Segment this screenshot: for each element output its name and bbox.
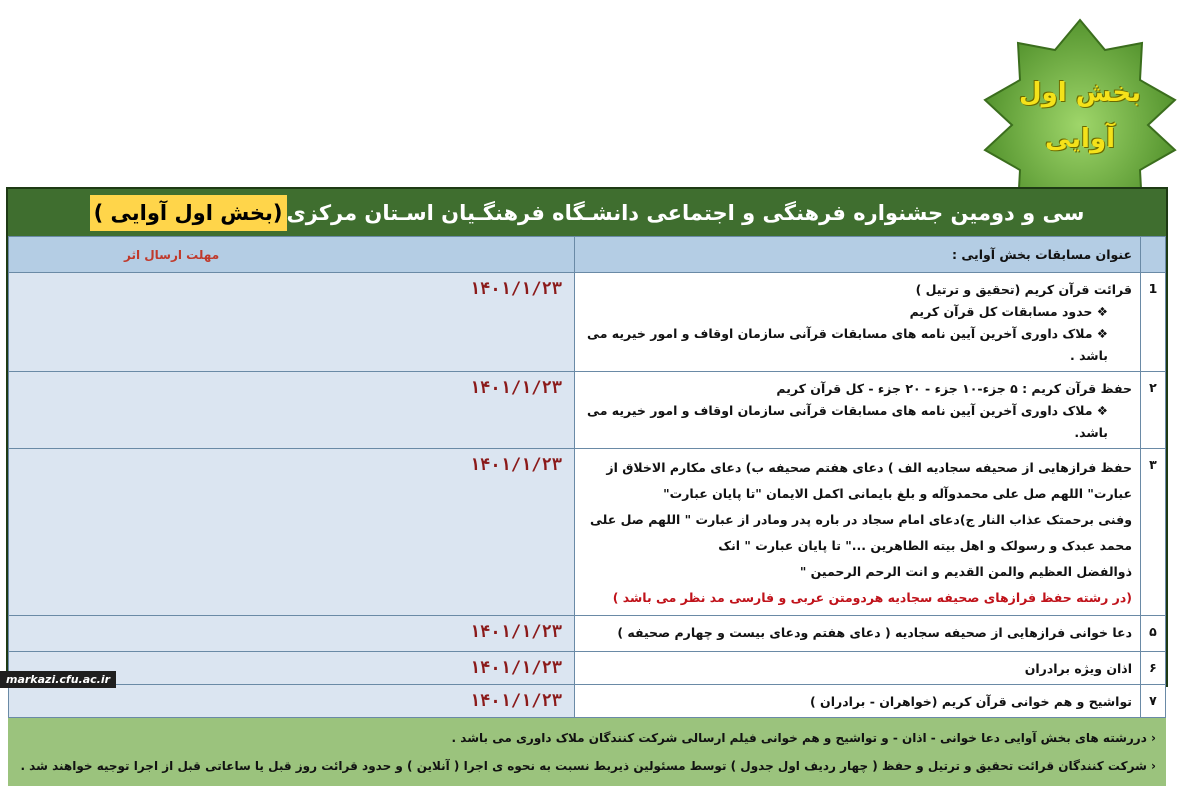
row-deadline: ۱۴۰۱/۱/۲۳: [9, 273, 575, 372]
row-text-line: ذوالفضل العظیم والمن القدیم و انت الرحم الرحمین ": [799, 564, 1132, 579]
row-number: ۷: [1141, 685, 1166, 718]
table-row: [9, 449, 1166, 616]
footer-note: شرکت کنندگان قرائت تحقیق و ترتیل و حفظ ( چهار ردیف اول جدول ) توسط مسئولین ذیربط نسبت به نحوه ی اجرا ( آنلاین ) و حدود قرائت روز قبل یا ساعاتی قبل از اجرا توجیه خواهند شد .: [20, 759, 1147, 773]
footer-note: دررشته های بخش آوایی دعا خوانی - اذان - و تواشیح و هم خوانی فیلم ارسالی شرکت کنندگان ملاک داوری می باشد .: [451, 731, 1147, 745]
title-bar: [8, 189, 1166, 236]
row-title: حفظ قرآن کریم : ۵ جزء-۱۰ جزء - ۲۰ جزء - کل قرآن کریم: [776, 381, 1132, 396]
row-deadline: ۱۴۰۱/۱/۲۳: [9, 685, 575, 718]
row-text-line: حفظ فرازهایی از صحیفه سجادیه الف ) دعای هفتم صحیفه ب) دعای مکارم الاخلاق از عبارت" اللهم صل علی محمدوآله و بلغ بایمانی اکمل الایمان "تا پایان عبارت": [606, 460, 1132, 501]
row-number: ۲: [1141, 372, 1166, 449]
row-note: (در رشته حفظ فرازهای صحیفه سجادیه هردومتن عربی و فارسی مد نظر می باشد ): [612, 590, 1132, 605]
row-deadline: ۱۴۰۱/۱/۲۳: [9, 652, 575, 685]
row-bullet: ملاک داوری آخرین آیین نامه های مسابقات قرآنی سازمان اوقاف و امور خیریه می باشد .: [587, 326, 1108, 363]
page-title: سی و دومین جشنواره فرهنگی و اجتماعی دانشـگاه فرهنگـیان اسـتان مرکزی: [286, 200, 1085, 225]
row-title: دعا خوانی فرازهایی از صحیفه سجادیه ( دعای هفتم ودعای بیست و چهارم صحیفه ): [575, 616, 1141, 652]
row-bullet: حدود مسابقات کل قرآن کریم: [909, 304, 1093, 319]
diamond-bullet-icon: ❖: [1092, 326, 1108, 341]
diamond-bullet-icon: ❖: [1092, 403, 1108, 418]
row-bullet: ملاک داوری آخرین آیین نامه های مسابقات قرآنی سازمان اوقاف و امور خیریه می باشد.: [587, 403, 1108, 440]
row-number: 1: [1141, 273, 1166, 372]
table-row: [9, 273, 1166, 372]
row-deadline: ۱۴۰۱/۱/۲۳: [9, 372, 575, 449]
table-row: [9, 616, 1166, 652]
row-title: قرائت قرآن کریم (تحقیق و ترتیل ): [915, 282, 1132, 297]
row-deadline: ۱۴۰۱/۱/۲۳: [9, 616, 575, 652]
competitions-table: [8, 236, 1166, 718]
row-title: اذان ویژه برادران: [575, 652, 1141, 685]
header-competitions: عنوان مسابقات بخش آوایی :: [575, 237, 1141, 273]
footer-notes: [8, 718, 1166, 786]
row-title: تواشیح و هم خوانی قرآن کریم (خواهران - برادران ): [575, 685, 1141, 718]
arrow-bullet-icon: ‹: [1146, 731, 1156, 745]
row-number: ۶: [1141, 652, 1166, 685]
diamond-bullet-icon: ❖: [1092, 304, 1108, 319]
header-deadline: مهلت ارسال اثر: [9, 237, 575, 273]
arrow-bullet-icon: ‹: [1146, 759, 1156, 773]
row-deadline: ۱۴۰۱/۱/۲۳: [9, 449, 575, 616]
badge-line1: بخش اول: [1019, 78, 1141, 108]
badge-text: [1000, 70, 1160, 162]
table-header-row: [9, 237, 1166, 273]
row-number: ۵: [1141, 616, 1166, 652]
table-row: [9, 652, 1166, 685]
competition-table-frame: [6, 187, 1168, 773]
table-row: [9, 372, 1166, 449]
table-row: [9, 685, 1166, 718]
title-highlight: (بخش اول آوایی ): [90, 195, 287, 231]
row-text-line: وفنی برحمتک عذاب النار ج)دعای امام سجاد در باره پدر ومادر از عبارت " اللهم صل علی محمد عبدک و رسولک و اهل بیته الطاهرین ..." تا پایان عبارت " انک: [589, 512, 1132, 553]
row-number: ۳: [1141, 449, 1166, 616]
site-watermark: markazi.cfu.ac.ir: [0, 671, 116, 688]
badge-line2: آوایی: [1044, 124, 1116, 154]
